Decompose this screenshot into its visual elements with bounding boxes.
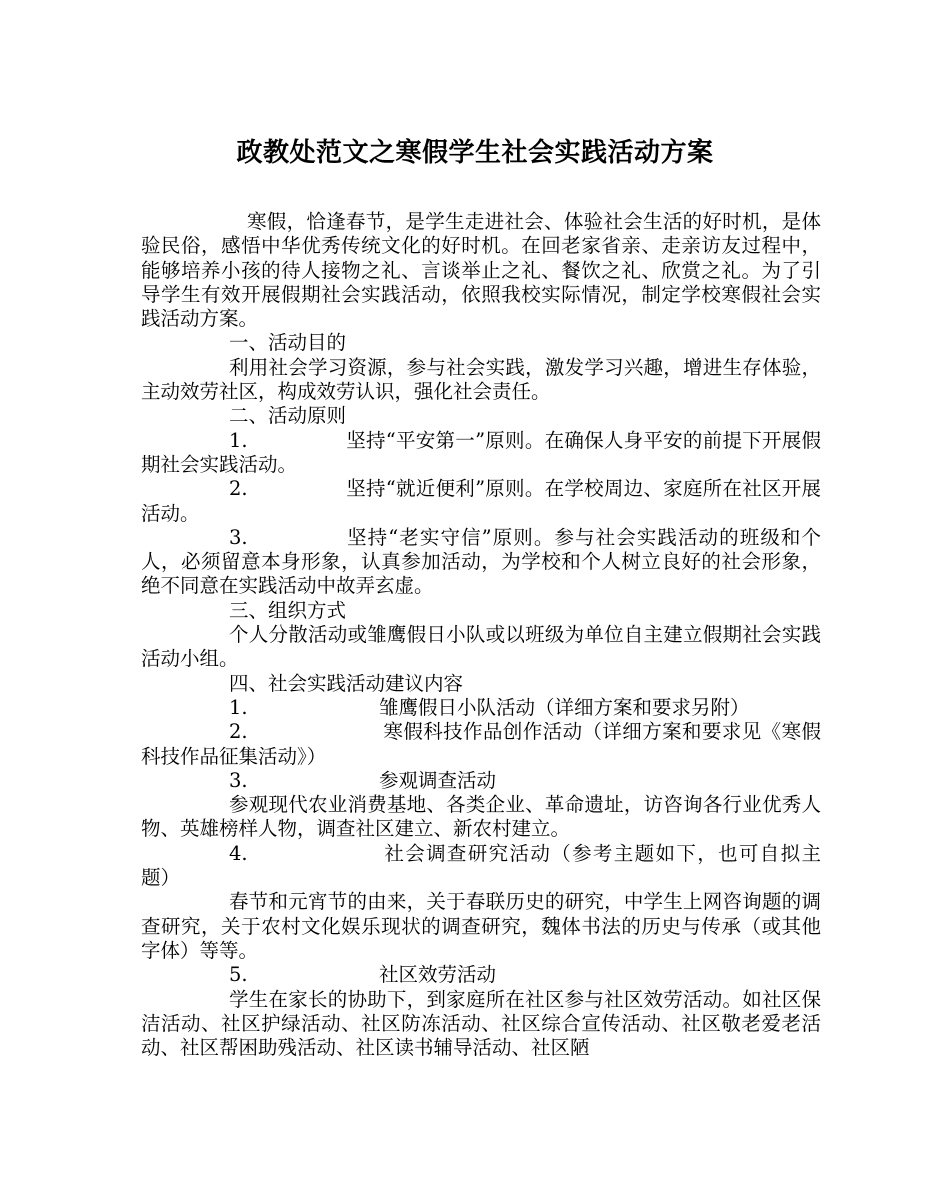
content-detail-5: 学生在家长的协助下，到家庭所在社区参与社区效劳活动。如社区保洁活动、社区护绿活动、社区防冻活动、社区综合宣传活动、社区敬老爱老活动、社区帮困助残活动、社区读书辅导活动、社区陋 xyxy=(141,987,821,1060)
document-body xyxy=(141,210,821,1060)
section-heading-organization: 三、组织方式 xyxy=(229,598,347,622)
content-text-3: 参观调查活动 xyxy=(379,768,497,792)
principle-item-1 xyxy=(141,429,821,478)
content-item-2 xyxy=(141,720,821,769)
content-detail-4: 春节和元宵节的由来，关于春联历史的研究，中学生上网咨询题的调查研究，关于农村文化娱乐现状的调查研究，魏体书法的历史与传承（或其他字体）等等。 xyxy=(141,890,821,962)
organization-paragraph: 个人分散活动或雏鹰假日小队或以班级为单位自主建立假期社会实践活动小组。 xyxy=(141,623,821,671)
content-number-4: 4. xyxy=(229,841,248,865)
principle-item-2 xyxy=(141,477,821,526)
content-number-1: 1. xyxy=(229,695,248,719)
content-number-3: 3. xyxy=(229,768,248,792)
content-text-1: 雏鹰假日小队活动（详细方案和要求另附） xyxy=(379,695,750,719)
principle-text-2: 坚持“就近便利”原则。在学校周边、家庭所在社区开展活动。 xyxy=(141,477,821,525)
content-text-5: 社区效劳活动 xyxy=(379,963,497,987)
content-text-4: 社会调查研究活动（参考主题如下，也可自拟主题） xyxy=(141,841,821,890)
content-detail-3: 参观现代农业消费基地、各类企业、革命遗址，访咨询各行业优秀人物、英雄榜样人物，调查社区建立、新农村建立。 xyxy=(141,793,821,841)
section-heading-principles: 二、活动原则 xyxy=(229,404,347,428)
intro-paragraph: 寒假，恰逢春节，是学生走进社会、体验社会生活的好时机，是体验民俗，感悟中华优秀传统文化的好时机。在回老家省亲、走亲访友过程中，能够培养小孩的待人接物之礼、言谈举止之礼、餐饮之礼、欣赏之礼。为了引导学生有效开展假期社会实践活动，依照我校实际情况，制定学校寒假社会实践活动方案。 xyxy=(141,210,821,331)
content-number-5: 5. xyxy=(229,963,248,987)
content-item-3 xyxy=(141,769,821,793)
document-title: 政教处范文之寒假学生社会实践活动方案 xyxy=(236,138,714,168)
content-item-5 xyxy=(141,963,821,987)
content-item-4 xyxy=(141,842,821,891)
section-heading-content: 四、社会实践活动建议内容 xyxy=(229,671,464,695)
purpose-paragraph: 利用社会学习资源，参与社会实践，激发学习兴趣，增进生存体验，主动效劳社区，构成效劳认识，强化社会责任。 xyxy=(141,355,821,404)
content-number-2: 2. xyxy=(229,720,248,744)
principle-text-1: 坚持“平安第一”原则。在确保人身平安的前提下开展假期社会实践活动。 xyxy=(141,428,821,476)
principle-number-2: 2. xyxy=(229,477,248,501)
principle-text-3: 坚持“老实守信”原则。参与社会实践活动的班级和个人，必须留意本身形象，认真参加活动，为学校和个人树立良好的社会形象，绝不同意在实践活动中故弄玄虚。 xyxy=(141,525,821,598)
principle-number-1: 1. xyxy=(229,428,248,452)
principle-number-3: 3. xyxy=(229,525,248,549)
principle-item-3 xyxy=(141,526,821,599)
section-heading-purpose: 一、活动目的 xyxy=(229,331,347,355)
content-item-1 xyxy=(141,696,821,720)
content-text-2: 寒假科技作品创作活动（详细方案和要求见《寒假科技作品征集活动》） xyxy=(141,720,821,768)
